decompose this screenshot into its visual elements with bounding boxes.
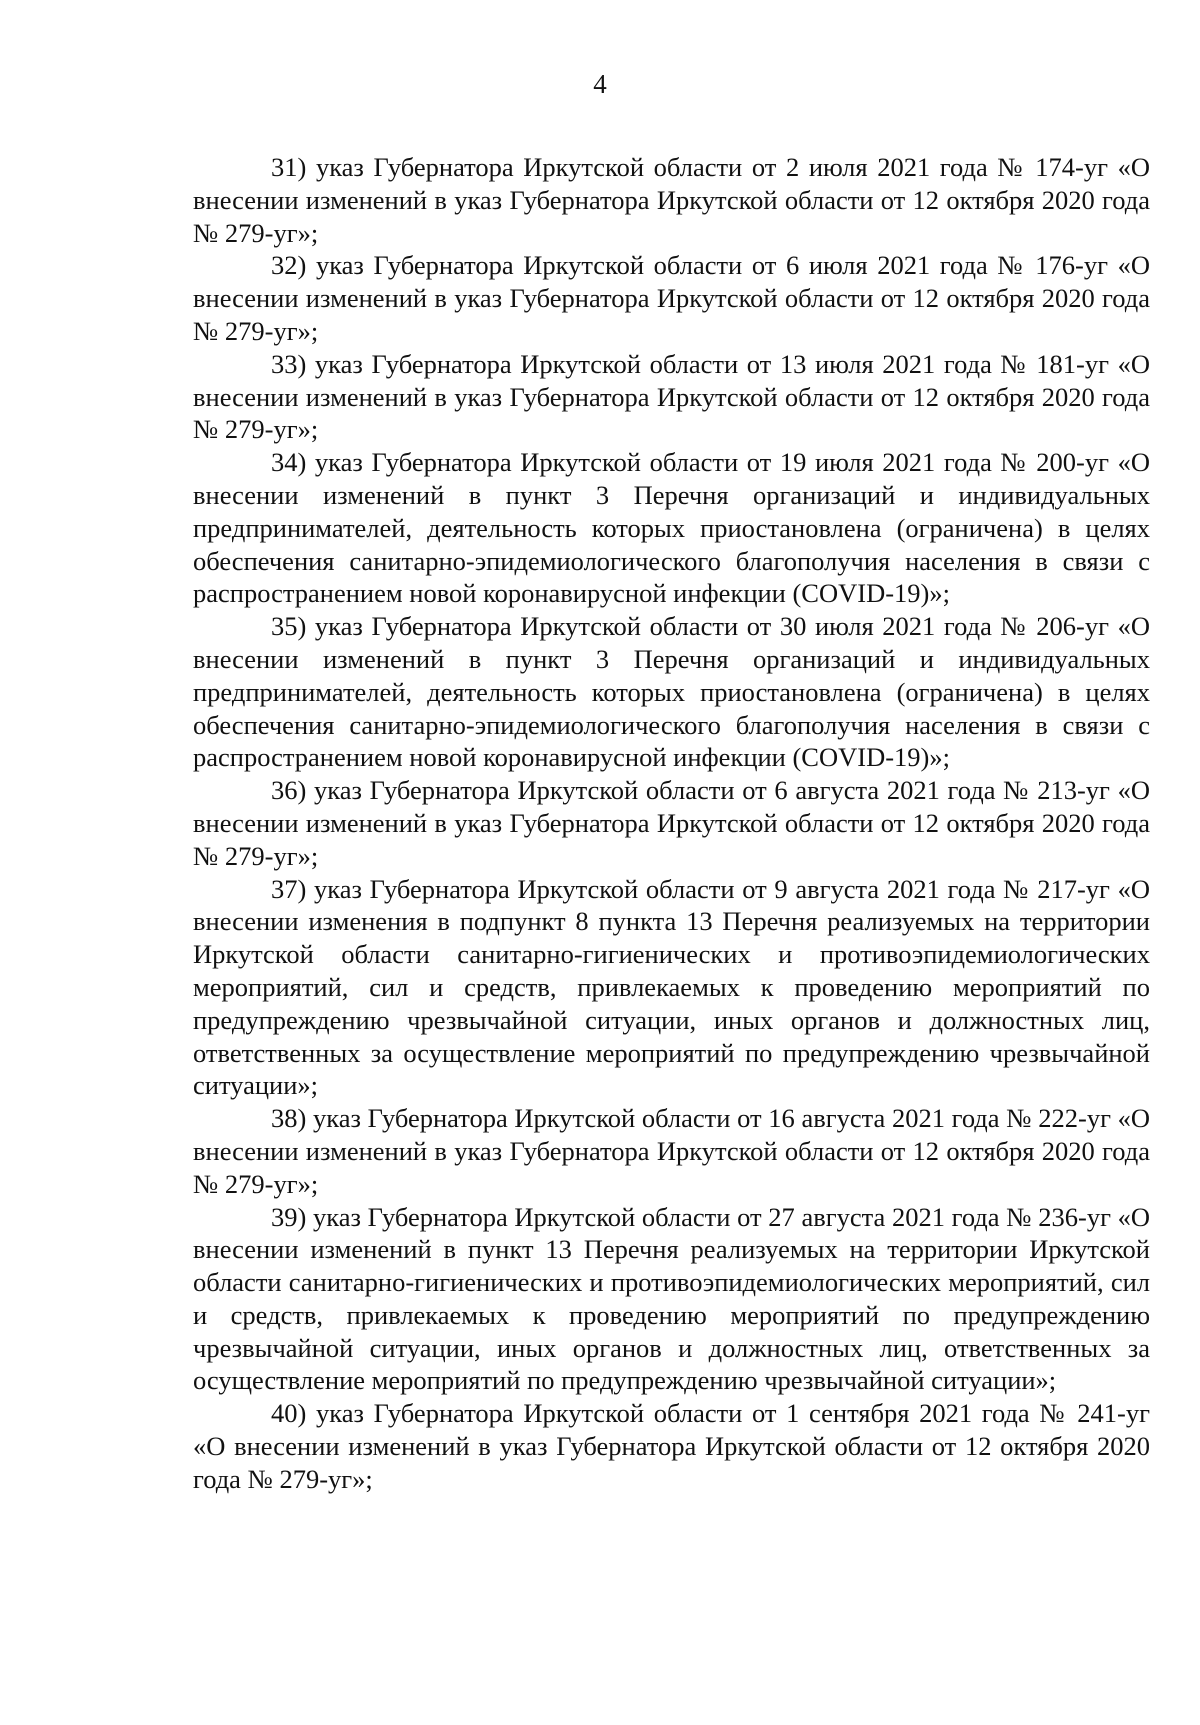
decree-item-36: 36) указ Губернатора Иркутской области от 6 августа 2021 года № 213-уг «О внесении изменений в указ Губернатора Иркутской области от 12 октября 2020 года № 279-уг»; (193, 775, 1150, 871)
decree-item-35: 35) указ Губернатора Иркутской области от 30 июля 2021 года № 206-уг «О внесении изменений в пункт 3 Перечня организаций и индивидуальных предпринимателей, деятельность которых приостановлена (ограничена) в целях обеспечения санитарно-эпидемиологического благополучия населения в связи с распространением новой коронавирусной инфекции (COVID-19)»; (193, 611, 1150, 773)
page-number: 4 (593, 69, 607, 99)
decree-item-31: 31) указ Губернатора Иркутской области от 2 июля 2021 года № 174-уг «О внесении изменений в указ Губернатора Иркутской области от 12 октября 2020 года № 279-уг»; (193, 152, 1150, 248)
decree-item-39: 39) указ Губернатора Иркутской области от 27 августа 2021 года № 236-уг «О внесении изменений в пункт 13 Перечня реализуемых на территории Иркутской области санитарно-гигиенических и противоэпидемиологических мероприятий, сил и средств, привлекаемых к проведению мероприятий по предупреждению чрезвычайной ситуации, иных органов и должностных лиц, ответственных за осуществление мероприятий по предупреждению чрезвычайной ситуации»; (193, 1201, 1150, 1396)
decree-list (193, 151, 1150, 1496)
decree-item-38: 38) указ Губернатора Иркутской области от 16 августа 2021 года № 222-уг «О внесении изменений в указ Губернатора Иркутской области от 12 октября 2020 года № 279-уг»; (193, 1103, 1150, 1199)
decree-item-33: 33) указ Губернатора Иркутской области от 13 июля 2021 года № 181-уг «О внесении изменений в указ Губернатора Иркутской области от 12 октября 2020 года № 279-уг»; (193, 348, 1150, 445)
decree-item-32: 32) указ Губернатора Иркутской области от 6 июля 2021 года № 176-уг «О внесении изменений в указ Губернатора Иркутской области от 12 октября 2020 года № 279-уг»; (193, 250, 1150, 346)
decree-item-37: 37) указ Губернатора Иркутской области от 9 августа 2021 года № 217-уг «О внесении изменения в подпункт 8 пункта 13 Перечня реализуемых на территории Иркутской области санитарно-гигиенических и противоэпидемиологических мероприятий, сил и средств, привлекаемых к проведению мероприятий по предупреждению чрезвычайной ситуации, иных органов и должностных лиц, ответственных за осуществление мероприятий по предупреждению чрезвычайной ситуации»; (193, 873, 1150, 1101)
decree-item-40: 40) указ Губернатора Иркутской области от 1 сентября 2021 года № 241-уг «О внесении изменений в указ Губернатора Иркутской области от 12 октября 2020 года № 279-уг»; (193, 1398, 1150, 1494)
decree-item-34: 34) указ Губернатора Иркутской области от 19 июля 2021 года № 200-уг «О внесении изменений в пункт 3 Перечня организаций и индивидуальных предпринимателей, деятельность которых приостановлена (ограничена) в целях обеспечения санитарно-эпидемиологического благополучия населения в связи с распространением новой коронавирусной инфекции (COVID-19)»; (193, 447, 1150, 609)
